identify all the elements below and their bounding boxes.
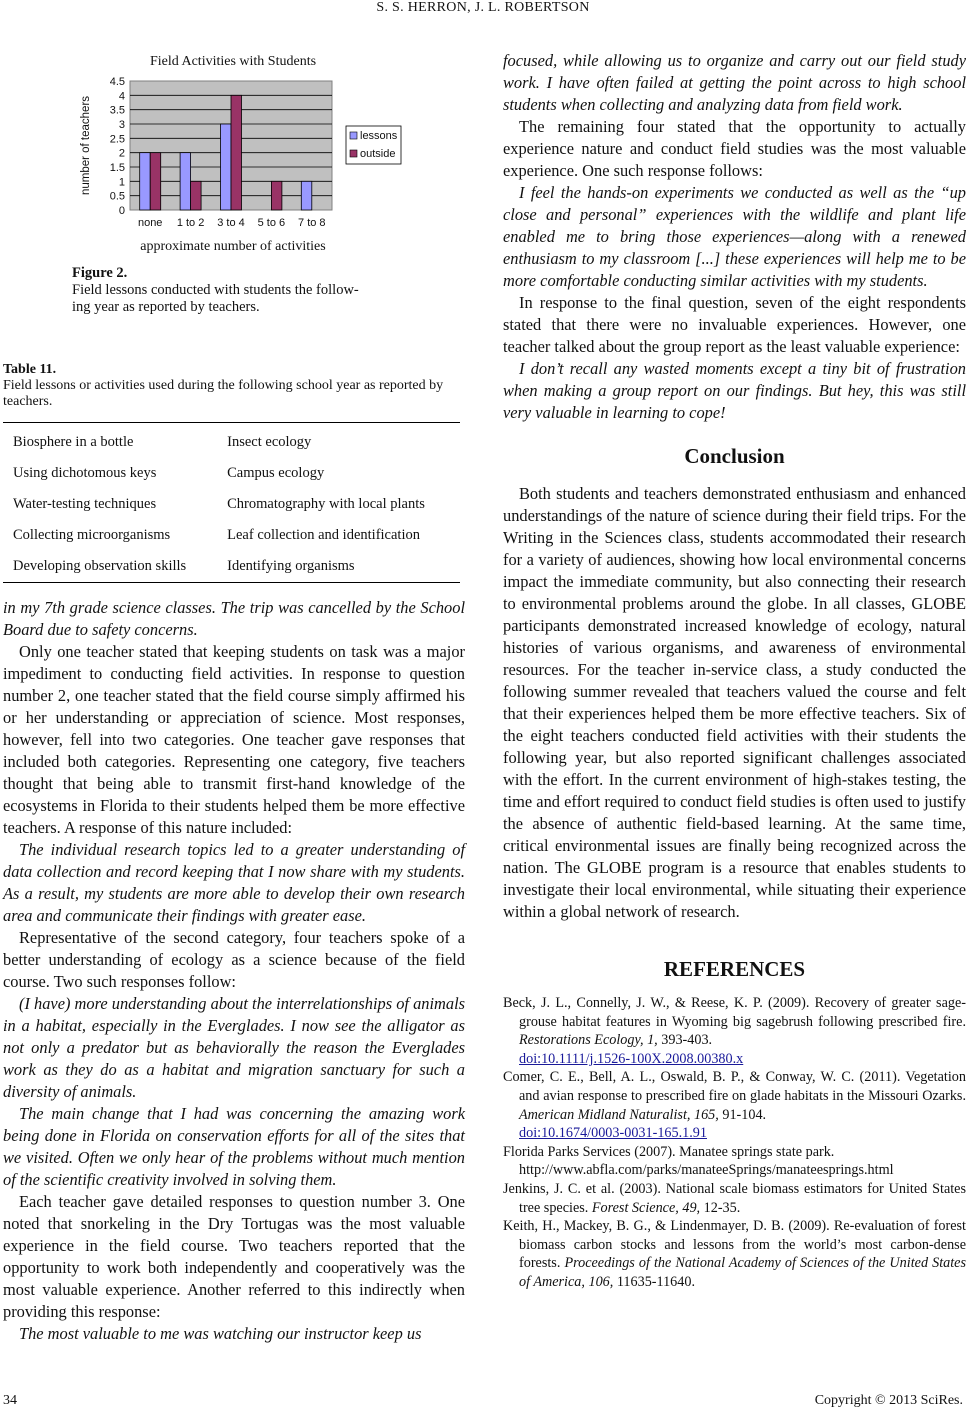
reference-doi-link[interactable]: doi:10.1674/0003-0031-165.1.91	[519, 1125, 707, 1142]
bar-outside-2	[231, 95, 242, 210]
right-paragraph-2: In response to the final question, seven of the eight respondents stated that there were no invaluable experiences. However, one teacher talked about the group report as the least valuable experience:	[503, 293, 966, 356]
x-tick-label: 5 to 6	[257, 217, 286, 229]
legend-label: lessons	[360, 130, 398, 142]
table-row	[3, 489, 460, 520]
y-tick-label: 3.5	[109, 104, 125, 117]
left-paragraph-2: Representative of the second category, four teachers spoke of a better understanding of ecology as a science because of the field course. Two such responses follow:	[3, 928, 465, 991]
reference-text: Jenkins, J. C. et al. (2003). National scale biomass estimators for United States tree species.	[503, 1180, 966, 1216]
y-tick-label: 3	[118, 119, 125, 131]
y-tick-label: 2.5	[109, 133, 125, 146]
reference-pages: 91-104.	[718, 1106, 767, 1123]
reference-item	[503, 1143, 966, 1180]
table-cell: Identifying organisms	[227, 558, 355, 574]
left-column	[3, 40, 465, 1345]
y-tick-label: 1	[118, 176, 125, 189]
y-tick-label: 1.5	[109, 162, 125, 174]
x-tick-label: 7 to 8	[298, 217, 326, 229]
table-row	[3, 520, 460, 551]
table-cell: Developing observation skills	[13, 558, 187, 574]
reference-text: Florida Parks Services (2007). Manatee springs state park.	[503, 1143, 835, 1160]
conclusion-paragraph: Both students and teachers demonstrated enthusiasm and enhanced understandings of the nature of science during their field trips. For the Writing in the Sciences class, students accommodated their research for a variety of audiences, showing how local environmental concerns impact the immediate community, but also connecting their research to environmental problems around the globe. In all classes, GLOBE participants demonstrated increased knowledge of ecology, natural histories of various organisms, and awareness of environmental resources. For the teacher in-service class, a study conducted the following summer revealed that teachers valued the course and felt that their experiences helped them be more effective teachers. Six of the eight teachers conducted field activities with their students the following year, but also reported significant challenges associated with the effort. In the current environment of high-stakes testing, the time and effort required to conduct field studies is often used to justify the absence of authentic field-based learning. At the same time, critical environmental issues are finally being recognized across the nation. The GLOBE program is a resource that enables students to investigate their local environmental, while situating their experience within a global network of research.	[503, 484, 966, 921]
figure-label: Figure 2.	[72, 265, 128, 281]
bar-lessons-1	[180, 153, 191, 210]
x-tick-label: 1 to 2	[176, 217, 205, 229]
reference-item	[503, 1180, 966, 1217]
legend-label: outside	[360, 148, 396, 160]
x-axis-label: approximate number of activities	[140, 239, 326, 254]
conclusion-heading: Conclusion	[684, 444, 785, 468]
table-row	[3, 551, 460, 583]
table-cell: Biosphere in a bottle	[13, 434, 134, 450]
bar-outside-0	[150, 153, 161, 210]
table-caption-text: Field lessons or activities used during the following school year as reported by teachers.	[3, 378, 444, 409]
table-11	[3, 422, 460, 583]
references-list	[503, 994, 966, 1292]
right-column	[503, 40, 966, 1292]
bar-lessons-0	[140, 153, 151, 210]
reference-item	[503, 1068, 966, 1142]
table-cell: Water-testing techniques	[13, 496, 157, 512]
x-tick-label: 3 to 4	[217, 217, 245, 229]
right-quote-2: I don’t recall any wasted moments except a tiny bit of frustration when making a group report on our findings. But hey, this was still very valuable in learning to cope!	[503, 359, 966, 422]
right-quote-continued: focused, while allowing us to organize and carry out our field study work. I have often failed at getting the point across to high school students when collecting and analyzing data from field work.	[503, 51, 966, 114]
legend-swatch-lessons	[350, 132, 357, 139]
reference-url: http://www.abfla.com/parks/manateeSprings/manateesprings.html	[519, 1162, 894, 1179]
reference-pages: 393-403.	[657, 1032, 713, 1049]
legend-swatch-outside	[350, 150, 357, 157]
left-quote-1: The individual research topics led to a greater understanding of data collection and record keeping that I now share with my students. As a result, my students are more able to develop their own research area and communicate their findings with greater ease.	[3, 840, 465, 925]
copyright-notice: Copyright © 2013 SciRes.	[814, 1393, 963, 1408]
table-caption	[3, 362, 465, 410]
figure-caption-line-2: ing year as reported by teachers.	[72, 299, 260, 315]
y-axis-label: number of teachers	[80, 95, 92, 196]
table-cell: Campus ecology	[227, 465, 325, 481]
table-cell: Collecting microorganisms	[13, 527, 171, 543]
left-quote-3: The main change that I had was concerning the amazing work being done in Florida on conservation efforts for all of the sites that we visited. Often we only hear of the problems without much mention of the scientific creativity involved in solving them.	[3, 1104, 465, 1189]
reference-text: Beck, J. L., Connelly, J. W., & Reese, K. P. (2009). Recovery of greater sage-grouse habitat features in Wyoming big sagebrush following prescribed fire.	[503, 995, 966, 1030]
reference-pages: 11635-11640.	[613, 1273, 696, 1290]
running-header: S. S. HERRON, J. L. ROBERTSON	[376, 0, 590, 15]
reference-item	[503, 1217, 966, 1291]
figure-caption	[72, 265, 465, 316]
reference-doi-link[interactable]: doi:10.1111/j.1526-100X.2008.00380.x	[519, 1050, 744, 1067]
y-tick-label: 0	[118, 205, 125, 217]
reference-journal: Restorations Ecology, 1,	[519, 1032, 658, 1049]
right-quote-1: I feel the hands-on experiments we conducted as well as the “up close and personal” experiences with the wildlife and plant life enabled me to bring those experiences—along with a renewed enthusiasm to my classroom [...] these experiences will help me to be more comfortable conducting similar activities with my students.	[503, 183, 966, 290]
reference-text: Keith, H., Mackey, B. G., & Lindenmayer, D. B. (2009). Re-evaluation of forest biomass carbon stocks and lessons from the world’s most carbon-dense forests.	[503, 1218, 966, 1272]
left-paragraph-3: Each teacher gave detailed responses to question number 3. One noted that snorkeling in the Dry Tortugas was the most valuable experience in the field course. Two teachers reported that the opportunity to work both independently and cooperatively was the most valuable experience. Another referred to this indirectly when providing this response:	[3, 1192, 465, 1321]
table-row	[3, 458, 460, 489]
bar-chart	[43, 40, 463, 265]
bar-lessons-2	[221, 124, 232, 210]
references-heading: REFERENCES	[663, 957, 806, 981]
table-cell: Using dichotomous keys	[13, 465, 157, 481]
bar-outside-1	[191, 181, 202, 210]
reference-journal: Proceedings of the National Academy of Sciences of the United States of America, 106,	[519, 1255, 966, 1290]
chart-title: Field Activities with Students	[149, 54, 317, 69]
table-row	[3, 423, 460, 459]
left-quote-2: (I have) more understanding about the interrelationships of animals in a habitat, especially in the Everglades. I now see the alligator as not only a predator but as behaviorally the reason the Everglades work as they do as a habitat and migration sanctuary for such a diversity of animals.	[3, 994, 465, 1101]
table-cell: Insect ecology	[227, 434, 312, 450]
reference-item	[503, 994, 966, 1068]
figure-2-chart	[43, 40, 463, 265]
y-tick-label: 2	[118, 147, 125, 160]
bar-outside-3	[271, 181, 282, 210]
y-tick-label: 4.5	[109, 76, 125, 88]
y-tick-label: 4	[118, 90, 125, 103]
figure-caption-line-1: Field lessons conducted with students the follow-	[72, 282, 359, 298]
table-cell: Chromatography with local plants	[227, 496, 425, 512]
left-paragraph-1: Only one teacher stated that keeping students on task was a major impediment to conducting field activities. In response to question number 2, one teacher stated that the field course simply affirmed his or her understanding or appreciation of science. Most responses, however, fell into two categories. One teacher gave responses that included both categories. Representing one category, five teachers thought that being able to transmit first-hand knowledge of the ecosystems in Florida to their students helped them be more effective teachers. A response of this nature included:	[3, 642, 465, 837]
reference-pages: 12-35.	[700, 1199, 741, 1216]
page-number: 34	[3, 1393, 17, 1408]
right-paragraph-1: The remaining four stated that the opportunity to actually experience nature and conduct field studies was the most valuable experience. One such response follows:	[503, 117, 966, 180]
table-label: Table 11.	[3, 362, 57, 377]
reference-journal: Forest Science, 49,	[591, 1199, 701, 1216]
y-tick-label: 0.5	[109, 190, 125, 203]
table-cell: Leaf collection and identification	[227, 527, 420, 543]
left-quote-4: The most valuable to me was watching our instructor keep us	[19, 1324, 422, 1343]
reference-journal: American Midland Naturalist, 165,	[519, 1106, 719, 1123]
reference-text: Comer, C. E., Bell, A. L., Oswald, B. P., & Conway, W. C. (2011). Vegetation and avian response to prescribed fire on glade habitats in the Missouri Ozarks.	[503, 1069, 966, 1104]
x-tick-label: none	[137, 217, 163, 229]
left-paragraph-0: in my 7th grade science classes. The trip was cancelled by the School Board due to safety concerns.	[3, 598, 465, 639]
bar-lessons-4	[301, 181, 312, 210]
